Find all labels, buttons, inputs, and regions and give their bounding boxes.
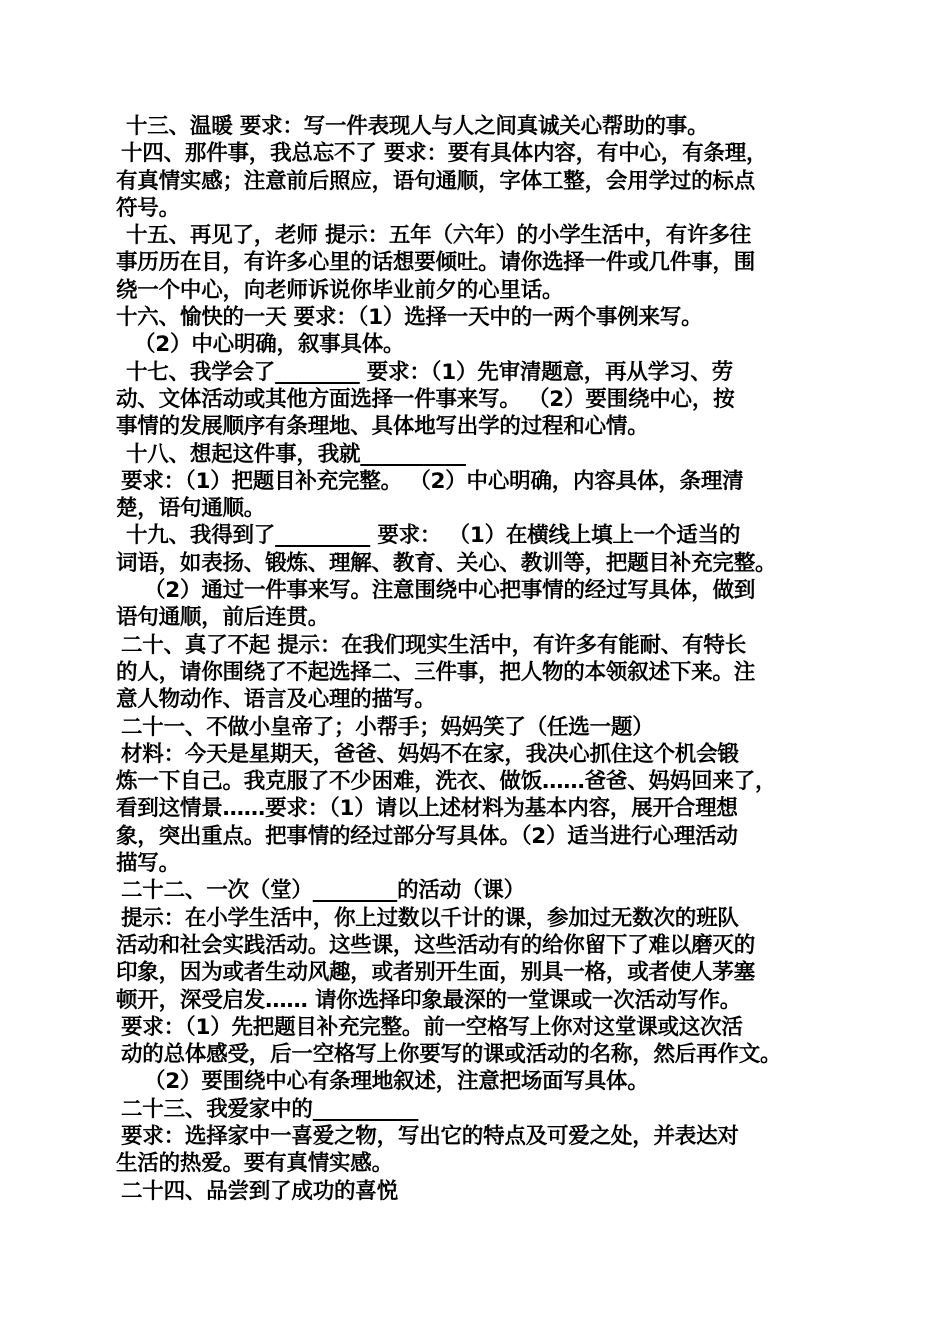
- text-line: 事情的发展顺序有条理地、具体地写出学的过程和心情。: [116, 414, 649, 440]
- text-line: 事历历在目，有许多心里的话想要倾吐。请你选择一件或几件事，围: [116, 250, 756, 276]
- text-line: 象，突出重点。把事情的经过部分写具体。（2）适当进行心理活动: [116, 823, 738, 849]
- text-line: 语句通顺，前后连贯。: [116, 605, 330, 631]
- text-line: 要求：（1）把题目补充完整。 （2）中心明确，内容具体，条理清: [121, 468, 744, 494]
- text-line: 词语，如表扬、锻炼、理解、教育、关心、教训等，把题目补充完整。: [116, 550, 777, 576]
- text-line: 看到这情景……要求：（1）请以上述材料为基本内容，展开合理想: [116, 796, 738, 822]
- text-line: 二十、真了不起 提示：在我们现实生活中，有许多有能耐、有特长: [121, 632, 746, 658]
- text-line: 要求：选择家中一喜爱之物，写出它的特点及可爱之处，并表达对: [121, 1123, 739, 1149]
- text-line: 动的总体感受，后一空格写上你要写的课或活动的名称，然后再作文。: [121, 1042, 782, 1068]
- text-line: 绕一个中心，向老师诉说你毕业前夕的心里话。: [116, 277, 564, 303]
- text-line: （2）通过一件事来写。注意围绕中心把事情的经过写具体，做到: [144, 578, 756, 604]
- text-line: （2）要围绕中心有条理地叙述，注意把场面写具体。: [144, 1069, 649, 1095]
- text-line: 十四、那件事，我总忘不了 要求：要有具体内容，有中心，有条理，: [121, 141, 768, 167]
- text-line: 有真情实感；注意前后照应，语句通顺，字体工整，会用学过的标点: [116, 168, 756, 194]
- text-line: 顿开，深受启发…… 请你选择印象最深的一堂课或一次活动写作。: [116, 987, 741, 1013]
- text-line: 二十一、不做小皇帝了；小帮手；妈妈笑了（任选一题）: [121, 714, 654, 740]
- text-line: 生活的热爱。要有真情实感。: [116, 1151, 393, 1177]
- text-line: 活动和社会实践活动。这些课，这些活动有的给你留下了难以磨灭的: [116, 932, 756, 958]
- text-line: 要求：（1）先把题目补充完整。前一空格写上你对这堂课或这次活: [121, 1014, 743, 1040]
- document-body: [116, 113, 846, 1205]
- text-line: 描写。: [116, 851, 180, 877]
- text-line: 十五、再见了，老师 提示：五年（六年）的小学生活中，有许多往: [126, 223, 751, 249]
- text-line: 炼一下自己。我克服了不少困难，洗衣、做饭……爸爸、妈妈回来了，: [116, 769, 777, 795]
- text-line: 二十四、品尝到了成功的喜悦: [121, 1178, 398, 1204]
- text-line: 动、文体活动或其他方面选择一件事来写。 （2）要围绕中心，按: [116, 386, 735, 412]
- text-line: 印象，因为或者生动风趣，或者别开生面，别具一格，或者使人茅塞: [116, 960, 756, 986]
- text-line: 二十三、我爱家中的__________: [121, 1096, 419, 1122]
- text-line: 十八、想起这件事，我就__________: [126, 441, 466, 467]
- text-line: 的人，请你围绕了不起选择二、三件事，把人物的本领叙述下来。注: [116, 659, 756, 685]
- text-line: 意人物动作、语言及心理的描写。: [116, 687, 436, 713]
- text-line: 十九、我得到了_________ 要求： （1）在横线上填上一个适当的: [126, 523, 741, 549]
- text-line: 十七、我学会了________ 要求：（1）先审清题意，再从学习、劳: [126, 359, 733, 385]
- text-line: 十六、愉快的一天 要求：（1）选择一天中的一两个事例来写。: [116, 305, 703, 331]
- text-line: （2）中心明确，叙事具体。: [134, 332, 405, 358]
- text-line: 提示：在小学生活中，你上过数以千计的课，参加过无数次的班队: [121, 905, 739, 931]
- text-line: 符号。: [116, 195, 180, 221]
- text-line: 十三、温暖 要求：写一件表现人与人之间真诚关心帮助的事。: [126, 114, 709, 139]
- text-line: 楚，语句通顺。: [116, 496, 266, 522]
- text-line: 材料：今天是星期天，爸爸、妈妈不在家，我决心抓住这个机会锻: [121, 741, 739, 767]
- text-line: 二十二、一次（堂）________的活动（课）: [121, 878, 525, 904]
